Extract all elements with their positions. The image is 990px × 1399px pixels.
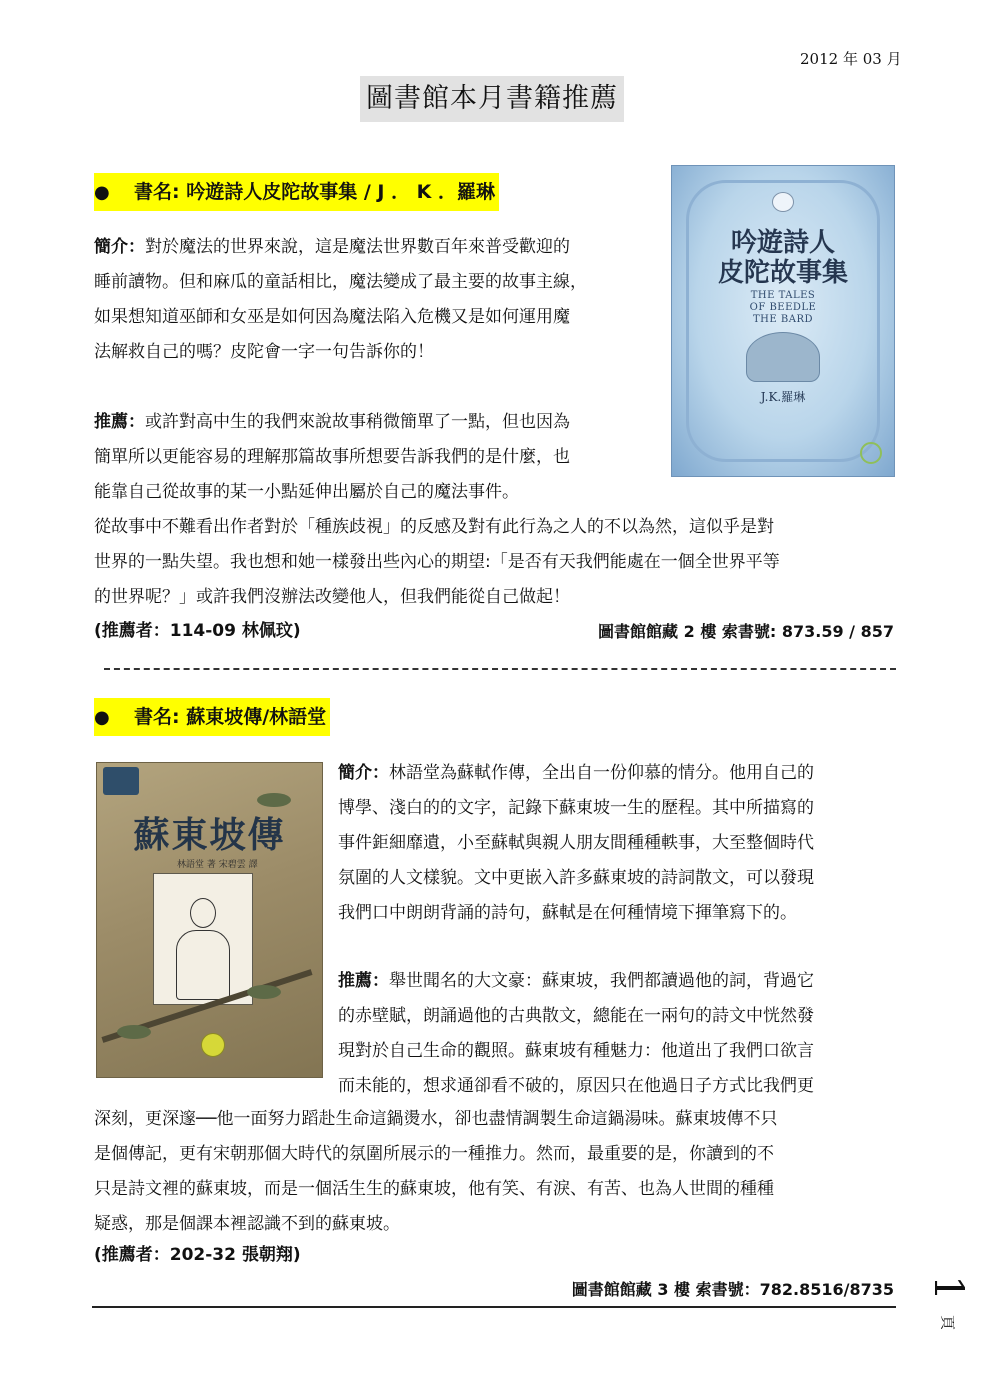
page-number (925, 1268, 971, 1333)
book2-intro-line: 事件鉅細靡遺，小至蘇軾與親人朋友間種種軼事，大至整個時代 (338, 833, 814, 853)
book2-heading (94, 698, 330, 736)
book2-recommender: (推薦者：202-32 張朝翔) (94, 1245, 301, 1265)
book1-cover-title-en: THE TALES OF BEEDLE THE BARD (749, 290, 817, 325)
portrait-illustration (153, 873, 253, 1005)
book2-rec-line: 疑惑，那是個課本裡認識不到的蘇東坡。 (94, 1214, 400, 1234)
seal-icon (201, 1033, 225, 1057)
book1-cover-title-text: 吟遊詩人 皮陀故事集 (717, 228, 848, 288)
book2-rec-line: 現對於自己生命的觀照。蘇東坡有種魅力：他道出了我們口欲言 (338, 1041, 814, 1061)
book1-intro-line: 如果想知道巫師和女巫是如何因為魔法陷入危機又是如何運用魔 (94, 307, 570, 327)
leaf-decoration (117, 1025, 151, 1039)
book2-rec-line (338, 964, 898, 999)
book1-recommendation (94, 405, 664, 510)
book2-rec-line: 的赤壁賦，朗誦過他的古典散文，總能在一兩句的詩文中恍然發 (338, 1006, 814, 1026)
text-line: 林語堂為蘇軾作傳，全出自一份仰慕的情分。他用自己的 (389, 763, 814, 783)
book2-intro-line: 我們口中朗朗背誦的詩句，蘇軾是在何種情境下揮筆寫下的。 (338, 903, 797, 923)
rec-label: 推薦： (94, 412, 145, 432)
book2-cover-image (96, 762, 323, 1078)
book2-rec-line: 深刻，更深邃──他一面努力蹈赴生命這鍋燙水，卻也盡情調製生命這鍋湯味。蘇東坡傳不只 (94, 1109, 778, 1129)
book2-rec-line: 只是詩文裡的蘇東坡，而是一個活生生的蘇東坡，他有笑、有淚、有苦、也為人世間的種種 (94, 1179, 774, 1199)
book1-recommendation-wide (94, 510, 899, 615)
book2-rec-line: 而未能的，想求通卻看不破的，原因只在他過日子方式比我們更 (338, 1076, 814, 1096)
book1-location: 圖書館館藏 2 樓 索書號: 873.59 / 857 (598, 622, 894, 641)
book2-cover-subtitle: 林語堂 著 宋碧雲 譯 (177, 860, 258, 870)
badge-icon (860, 442, 882, 464)
rec-label: 推薦： (338, 971, 389, 991)
book1-cover-author: J.K.羅琳 (760, 390, 806, 404)
book1-rec-line: 世界的一點失望。我也想和她一樣發出些內心的期望:「是否有天我們能處在一個全世界平等 (94, 552, 780, 572)
tree-stump-illustration (746, 332, 820, 382)
book2-recommendation-wide (94, 1102, 899, 1242)
text-line: 或許對高中生的我們來說故事稍微簡單了一點，但也因為 (145, 412, 570, 432)
book2-intro-line (338, 756, 898, 791)
text-line: 對於魔法的世界來說，這是魔法世界數百年來普受歡迎的 (145, 237, 570, 257)
book2-title: 書名: 蘇東坡傳/林語堂 (134, 706, 327, 728)
book1-intro-line: 睡前讀物。但和麻瓜的童話相比，魔法變成了最主要的故事主線， (94, 272, 587, 292)
bullet-icon: ● (94, 707, 110, 728)
page-number-value: 1 (925, 1275, 971, 1301)
book1-rec-line: 從故事中不難看出作者對於「種族歧視」的反感及對有此行為之人的不以為然，這似乎是對 (94, 517, 774, 537)
page-title: 圖書館本月書籍推薦 (360, 76, 624, 122)
leaf-decoration (247, 985, 281, 999)
footer-rule (92, 1306, 896, 1308)
book1-intro-line: 法解救自己的嗎？皮陀會一字一句告訴你的！ (94, 342, 434, 362)
skull-icon (772, 192, 794, 212)
portrait-head (190, 898, 216, 928)
text-line: 舉世聞名的大文豪：蘇東坡，我們都讀過他的詞，背過它 (389, 971, 814, 991)
bullet-icon: ● (94, 182, 110, 203)
book2-location: 圖書館館藏 3 樓 索書號：782.8516/8735 (571, 1280, 894, 1299)
book1-rec-line: 簡單所以更能容易的理解那篇故事所想要告訴我們的是什麼，也 (94, 447, 570, 467)
book2-rec-line: 是個傳記，更有宋朝那個大時代的氛圍所展示的一種推力。然而，最重要的是，你讀到的不 (94, 1144, 774, 1164)
page-number-label: 頁 (938, 1314, 957, 1330)
book2-intro-line: 氛圍的人文樣貌。文中更嵌入許多蘇東坡的詩詞散文，可以發現 (338, 868, 814, 888)
portrait-robe (176, 930, 230, 1000)
book1-intro-line (94, 230, 664, 265)
book1-recommender: (推薦者：114-09 林佩玟) (94, 621, 301, 641)
book1-cover-image (671, 165, 895, 477)
intro-label: 簡介： (338, 763, 389, 783)
book1-rec-line (94, 405, 664, 440)
leaf-decoration (257, 793, 291, 807)
book1-title: 書名: 吟遊詩人皮陀故事集 / J ． K ．羅琳 (134, 181, 496, 203)
book2-cover-title: 蘇東坡傳 (133, 814, 286, 856)
date-label: 2012 年 03 月 (800, 50, 902, 68)
book2-recommendation (338, 964, 898, 1104)
book1-intro (94, 230, 664, 370)
publisher-logo (103, 767, 139, 795)
book1-heading (94, 173, 499, 211)
book1-rec-line: 能靠自己從故事的某一小點延伸出屬於自己的魔法事件。 (94, 482, 519, 502)
section-divider (104, 668, 896, 670)
book1-cover-title-zh (672, 228, 894, 288)
book1-rec-line: 的世界呢？」或許我們沒辦法改變他人，但我們能從自己做起！ (94, 587, 570, 607)
book2-intro-line: 博學、淺白的的文字，記錄下蘇東坡一生的歷程。其中所描寫的 (338, 798, 814, 818)
book2-intro (338, 756, 898, 931)
intro-label: 簡介： (94, 237, 145, 257)
